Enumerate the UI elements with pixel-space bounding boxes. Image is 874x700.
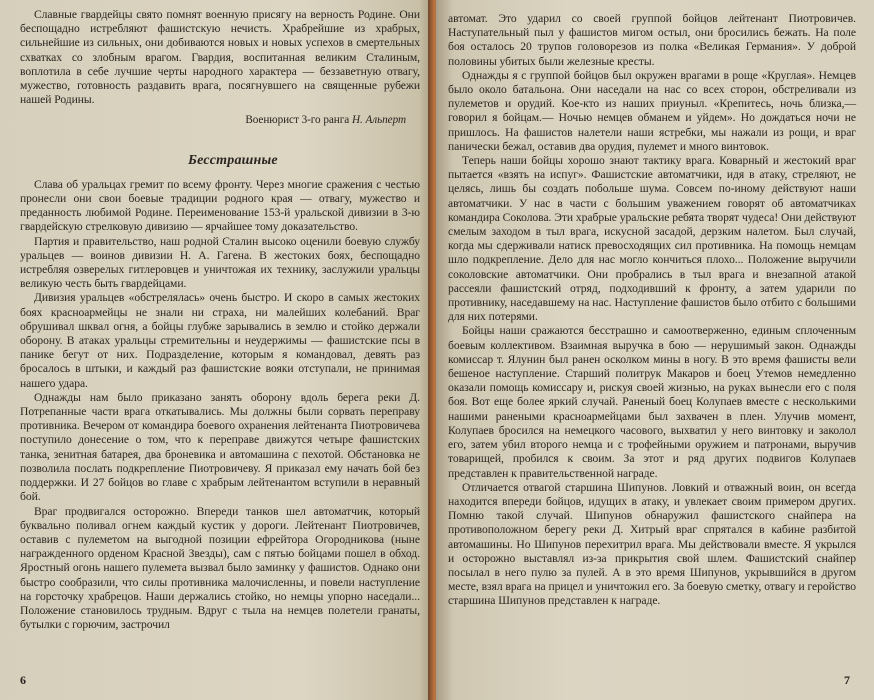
left-paragraph: Однажды нам было приказано занять оборону вдоль берега реки Д. Потрепанные части врага откатывались. Мы должны были сорвать переправу противника. Вечером от командира боевого охранения лейтенанта Пиотровичева поступило донесение о том, что к переправе движутся четыре фашистских танка, зенитная батарея, два броневика и автомашина с пехотой. Обстановка не позволила послать подкрепление Пиотровичеву. Я приказал ему начать бой без поддержки. И 27 бойцов во главе с храбрым лейтенантом вступили в неравный бой. (20, 390, 420, 504)
signature-rank: Военюрист 3-го ранга (245, 114, 350, 127)
left-paragraph: Враг продвигался осторожно. Впереди танков шел автоматчик, который буквально поливал огнем каждый кустик у дороги. Лейтенант Пиотровичев, оставив с пулеметом на выгодной позиции ефрейтора Огородникова (ныне награжденного орденом Красной Звезды), сам с пятью бойцами пошел в обход. Яростный огонь нашего пулемета вызвал было заминку у фашистов. Однако они быстро сообразили, что силы противника малочисленны, и повели наступление на горсточку храбрецов. Наши держались стойко, но немцы упорно наседали... Положение становилось трудным. Вдруг с тыла на немцев полетели гранаты, бутылки с горючим, застрочил (20, 504, 420, 632)
right-page-text (448, 12, 856, 609)
left-page-text (20, 8, 420, 632)
left-page (0, 0, 432, 700)
left-paragraph: Слава об уральцах гремит по всему фронту. Через многие сражения с честью пронесли они свои боевые традиции родного края — отвагу, мужество и преданность любимой Родине. Переименование 153-й уральской дивизии в 3-ю гвардейскую стрелковую дивизию — ярчайшее тому доказательство. (20, 177, 420, 234)
intro-paragraph: Славные гвардейцы свято помнят военную присягу на верность Родине. Они беспощадно истребляют фашистскую нечисть. Храбрейшие из храбрых, сильнейшие из сильных, они добиваются новых и новых успехов в смертельных схватках со злобным врагом. Гвардия, воспитанная великим Сталиным, воплотила в себе лучшие черты народного характера — беззаветную отвагу, мужество, готовность раздавить врага, посягнувшего на священные рубежи нашей Родины. (20, 8, 420, 107)
left-paragraph: Партия и правительство, наш родной Сталин высоко оценили боевую службу уральцев — воинов дивизии Н. А. Гагена. В жестоких боях, беспощадно истребляя озверелых гитлеровцев и уничтожая их технику, заслужили уральцы великую честь быть гвардейцами. (20, 234, 420, 291)
right-paragraph: автомат. Это ударил со своей группой бойцов лейтенант Пиотровичев. Наступательный пыл у фашистов мигом остыл, они бросились бежать. На поле боя осталось 20 трупов головорезов из полка «Великая Германия». У доброй половины убитых были железные кресты. (448, 12, 856, 68)
signature (20, 113, 406, 127)
left-paragraph: Дивизия уральцев «обстрелялась» очень быстро. И скоро в самых жестоких боях красноармейцы не знали ни страха, ни малейших колебаний. Враг обрушивал шквал огня, а бойцы глубже зарывались в землю и стойко держали оборону. В атаках уральцы стремительны и неудержимы — фашистские псы в панике бегут от них. Подразделение, которым я командовал, девять раз бросалось в штыки, и каждый раз фашистские вояки отступали, не принимая нашего удара. (20, 291, 420, 390)
right-paragraph: Однажды я с группой бойцов был окружен врагами в роще «Круглая». Немцев было около батальона. Они наседали на нас со всех сторон, обстреливали из пулеметов и орудий. Кое-кто из наших приуныл. «Крепитесь, ночь близка,— говорил я бойцам.— Ночью немцев обманем и уйдем». Но дождаться ночи не пришлось. На фашистов налетели наши ястребки, мы нажали из рощи, и враг панически бежал, оставив два орудия, пулемет и много винтовок. (448, 68, 856, 153)
right-page (436, 0, 874, 700)
page-number-left: 6 (20, 673, 26, 687)
right-paragraph: Отличается отвагой старшина Шипунов. Ловкий и отважный воин, он всегда находится впереди бойцов, идущих в атаку, и увлекает своим примером других. Помню такой случай. Шипунов обнаружил фашистского снайпера на противоположном берегу реки Д. Хитрый враг спрятался в кабине разбитой автомашины. Но Шипунов перехитрил врага. Мы действовали вместе. Я укрылся и осторожно выставлял из-за прикрытия свой шлем. Фашистский снайпер посылал в него пулю за пулей. А в это время Шипунов, укрывшийся в другом месте, взял врага на прицел и уничтожил его. За боевую сметку, отвагу и геройство старшина Шипунов представлен к награде. (448, 480, 856, 608)
section-title: Бесстрашные (188, 152, 278, 168)
page-number-right: 7 (844, 673, 850, 687)
right-paragraph: Бойцы наши сражаются бесстрашно и самоотверженно, единым сплоченным боевым коллективом. Взаимная выручка в бою — нерушимый закон. Однажды комиссар т. Ялунин был ранен осколком мины в ногу. В это время фашисты вели бешеное наступление. Старший политрук Макаров и боец Утемов немедленно оказали помощь комиссару и, рискуя своей жизнью, на руках вынесли его с поля боя. Вот еще более яркий случай. Раненый боец Колупаев вместе с несколькими нашими ранеными красноармейцами был захвачен в плен. Улучив момент, Колупаев бросился на немецкого часового, выхватил у него винтовку и заколол его, затем убил второго немца и с трофейными оружием и патронами, выручив товарищей, пробился к своим. За этот и ряд других подвигов Колупаев представлен к правительственной награде. (448, 324, 856, 480)
signature-name: Н. Альперт (351, 114, 406, 127)
right-paragraph: Теперь наши бойцы хорошо знают тактику врага. Коварный и жестокий враг пытается «взять на испуг». Фашистские автоматчики, идя в атаку, стреляют, не целясь, лишь бы создать побольше шума. Совсем по-иному действуют наши автоматчики. У нас в части с большим уважением говорят об автоматчиках командира Соколова. Эти храбрые уральские ребята творят чудеса! Они действуют смелым заходом в тыл врага, искусной засадой, дерзким налетом. Был случай, когда мы сдерживали натиск превосходящих сил противника. На помощь немцам шло подкрепление. Дело для нас могло кончиться плохо... Положение выручили соколовские автоматчики. Они пробрались в тыл врага и внезапной атакой рассеяли фашистский отряд, подходивший к фронту, а затем ударили по противнику, наседавшему на нас. Наступление фашистов было отбито с большими для них потерями. (448, 154, 856, 324)
